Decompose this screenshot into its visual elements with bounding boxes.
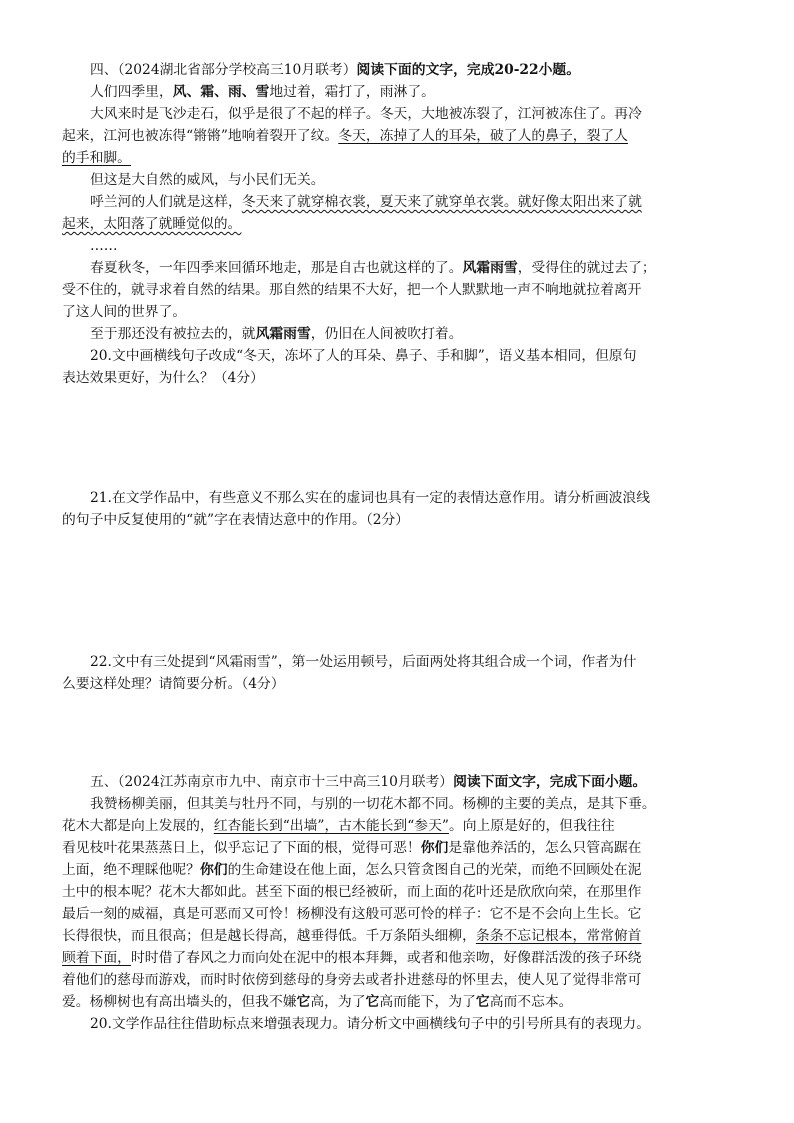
question-21: 21.在文学作品中，有些意义不那么实在的虚词也具有一定的表情达意作用。请分析画波浪线: [90, 490, 651, 506]
question-20-cont: 表达效果更好，为什么？（4分）: [62, 370, 264, 386]
passage-line: [62, 816, 615, 836]
passage-paragraph: [90, 324, 463, 344]
bold-text: 你们: [199, 862, 228, 878]
question-22-cont: 么要这样处理？请简要分析。（4分）: [62, 676, 285, 692]
text-run: 高，为了: [310, 994, 366, 1010]
passage-line: [62, 214, 241, 234]
passage-line: 着他们的慈母而游戏，而时时依傍到慈母的身旁去或者扑进慈母的怀里去，使人见了觉得非常可: [62, 972, 642, 988]
text-run: 看见枝叶花果蒸蒸日上，似乎忘记了下面的根，觉得可恶！: [62, 840, 421, 856]
bold-text: 它: [475, 994, 490, 1010]
bold-text: 风霜雨雪: [255, 326, 311, 342]
text-run: 至于那还没有被拉去的，就: [90, 326, 256, 342]
passage-line: 了这人间的世界了。: [62, 304, 187, 320]
passage-paragraph: [90, 82, 435, 102]
underlined-sentence: 的手和脚。: [62, 150, 131, 166]
wavy-underlined-sentence: 起来，太阳落了就睡觉似的。: [62, 216, 242, 232]
text-run: 高而能下，为了: [379, 994, 476, 1010]
bold-text: 它: [365, 994, 380, 1010]
passage-line: 大风来时是飞沙走石，似乎是很了不起的样子。冬天，大地被冻裂了，江河被冻住了。再冷: [90, 106, 642, 122]
section5-header-source: 五、（2024江苏南京市九中、南京市十三中高三10月联考）: [90, 774, 454, 790]
question-21-cont: 的句子中反复使用的“就”字在表情达意中的作用。（2分）: [62, 512, 410, 528]
section4-header-source: 四、（2024湖北省部分学校高三10月联考）: [90, 62, 357, 78]
passage-line: [90, 258, 656, 278]
passage-line: [62, 992, 572, 1012]
text-run: 花木大都是向上发展的，: [62, 818, 214, 834]
section4-header: [90, 60, 580, 80]
passage-line: 土中的根本呢？花木大都如此。甚至下面的根已经被斫，而上面的花叶还是欣欣向荣，在那里作: [62, 884, 642, 900]
section5-header-instruction: 阅读下面文字，完成下面小题。: [453, 774, 647, 790]
passage-line: [62, 860, 641, 880]
question-20-section5: 20.文学作品往往借助标点来增强表现力。请分析文中画横线句子中的引号所具有的表现力。: [90, 1016, 651, 1032]
passage-line: [62, 926, 641, 946]
underlined-sentence: 冬天，冻掉了人的耳朵，破了人的鼻子，裂了人: [338, 128, 628, 144]
section5-header: [90, 772, 646, 792]
text-run: 人们四季里，: [90, 84, 173, 100]
underlined-sentence: 顾着下面，: [62, 950, 131, 966]
text-run: 的生命建设在他上面，怎么只管贪图自己的光荣，而绝不回顾处在泥: [227, 862, 642, 878]
passage-line: [62, 148, 131, 168]
passage-line: [90, 192, 642, 212]
underlined-sentence: 条条不忘记根本，常常俯首: [475, 928, 642, 944]
ellipsis: ……: [90, 238, 118, 254]
passage-line: 受不住的，就寻求着自然的结果。那自然的结果不大好，把一个人默默地一声不响地就拉着离开: [62, 282, 642, 298]
bold-text: 风霜雨雪: [462, 260, 518, 276]
passage-line: 我赞杨柳美丽，但其美与牡丹不同，与别的一切花木都不同。杨柳的主要的美点，是其下垂。: [90, 796, 656, 812]
section4-header-instruction: 阅读下面的文字，完成20-22小题。: [356, 62, 581, 78]
passage-line: [62, 126, 628, 146]
text-run: 地过着，霜打了，雨淋了。: [269, 84, 435, 100]
text-run: 高而不忘本。: [489, 994, 573, 1010]
text-run: 爱。杨柳树也有高出墙头的，但我不嫌: [62, 994, 297, 1010]
passage-line: 最后一刻的威福，真是可恶而又可怜！杨柳没有这般可恶可怜的样子：它不是不会向上生长。它: [62, 906, 642, 922]
passage-paragraph: 但这是大自然的威风，与小民们无关。: [90, 172, 325, 188]
passage-line: [62, 948, 641, 968]
text-run: 是靠他养活的，怎么只管高踞在: [448, 840, 642, 856]
text-run: 呼兰河的人们就是这样，: [90, 194, 242, 210]
question-20: 20.文中画横线句子改成“冬天，冻坏了人的耳朵、鼻子、手和脚”，语义基本相同，但原句: [90, 348, 637, 364]
text-run: 长得很快，而且很高；但是越长得高，越垂得低。千万条陌头细柳，: [62, 928, 476, 944]
bold-text: 它: [296, 994, 311, 1010]
passage-line: [62, 838, 641, 858]
text-run: 。向上原是好的，但我往往: [448, 818, 615, 834]
text-run: ，仍旧在人间被吹打着。: [310, 326, 463, 342]
bold-text: 你们: [420, 840, 449, 856]
bold-text: 风、霜、雨、雪: [172, 84, 270, 100]
text-run: 起来，江河也被冻得“锵锵”地响着裂开了纹。: [62, 128, 339, 144]
text-run: 春夏秋冬，一年四季来回循环地走，那是自古也就这样的了。: [90, 260, 463, 276]
question-22: 22.文中有三处提到“风霜雨雪”，第一处运用顿号，后面两处将其组合成一个词，作者为什: [90, 654, 637, 670]
text-run: ，受得住的就过去了；: [517, 260, 656, 276]
text-run: 上面，绝不理睬他呢？: [62, 862, 200, 878]
underlined-sentence: 红杏能长到“出墙”，古木能长到“参天”: [213, 818, 449, 834]
wavy-underlined-sentence: 冬天来了就穿棉衣裳，夏天来了就穿单衣裳。就好像太阳出来了就: [241, 194, 642, 210]
text-run: 时时借了春风之力而向处在泥中的根本拜舞，或者和他亲吻，好像群活泼的孩子环绕: [130, 950, 642, 966]
